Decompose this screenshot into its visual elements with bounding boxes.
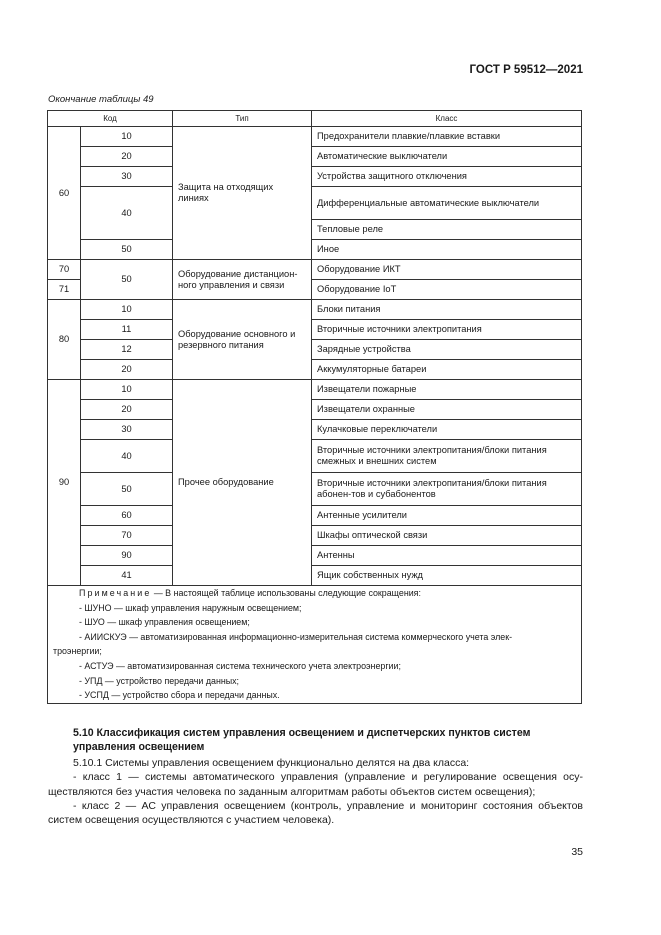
section-body: [48, 756, 583, 827]
table-row: [48, 320, 582, 340]
sub-code: 50: [81, 260, 173, 300]
sub-code: 20: [81, 400, 173, 420]
table-row: [48, 440, 582, 473]
class-cell: Вторичные источники электропитания: [312, 320, 582, 340]
sub-code: 12: [81, 340, 173, 360]
class-cell: Антенны: [312, 546, 582, 566]
table-49: [47, 110, 582, 704]
sub-code: 50: [81, 240, 173, 260]
sub-code: 20: [81, 360, 173, 380]
table-row: [48, 566, 582, 586]
note-item: - ШУНО — шкаф управления наружным освещением;: [79, 602, 302, 613]
group-type: Защита на отходящих линиях: [173, 127, 312, 260]
sub-code: 60: [81, 506, 173, 526]
class-cell: Зарядные устройства: [312, 340, 582, 360]
table-caption: Окончание таблицы 49: [48, 94, 154, 105]
sub-code: 41: [81, 566, 173, 586]
table-row: [48, 260, 582, 280]
note-item: - УПД — устройство передачи данных;: [79, 675, 240, 686]
sub-code: 40: [81, 187, 173, 240]
table-row: [48, 420, 582, 440]
class-cell: Извещатели охранные: [312, 400, 582, 420]
sub-code: 20: [81, 147, 173, 167]
table-row: [48, 167, 582, 187]
class-cell: Оборудование IoT: [312, 280, 582, 300]
page-number: 35: [571, 846, 583, 858]
class-cell: Блоки питания: [312, 300, 582, 320]
sub-code: 70: [81, 526, 173, 546]
class-cell: Ящик собственных нужд: [312, 566, 582, 586]
table-row: [48, 400, 582, 420]
note-label: Примечание: [79, 588, 152, 598]
note-item-continuation: троэнергии;: [53, 646, 102, 657]
table-row: [48, 526, 582, 546]
group-code: 80: [48, 300, 81, 380]
class-cell: Аккумуляторные батареи: [312, 360, 582, 380]
sub-code: 10: [81, 380, 173, 400]
class-cell: Шкафы оптической связи: [312, 526, 582, 546]
note-item: - ШУО — шкаф управления освещением;: [79, 617, 250, 628]
sub-code: 40: [81, 440, 173, 473]
class-cell: Дифференциальные автоматические выключатели: [312, 187, 582, 220]
table-row: [48, 380, 582, 400]
note-item: - АИИСКУЭ — автоматизированная информационно-измерительная система коммерческого учета элек-: [79, 631, 513, 642]
paragraph: - класс 1 — системы автоматического управления (управление и регулирование освещения осу-ществляются без участия человека по заданным алгоритмам работы объектов систем освещения);: [48, 771, 583, 798]
table-row: [48, 340, 582, 360]
group-type: Оборудование основного и резервного питания: [173, 300, 312, 380]
table-row: [48, 506, 582, 526]
sub-code: 30: [81, 167, 173, 187]
note-intro-text: — В настоящей таблице использованы следующие сокращения:: [151, 588, 421, 598]
table-row: [48, 187, 582, 220]
paragraph: 5.10.1 Системы управления освещением функционально делятся на два класса:: [73, 757, 470, 769]
paragraph: - класс 2 — АС управления освещением (контроль, управление и мониторинг состояния объектов систем освещения осуществляются с участием человека).: [48, 799, 583, 827]
table-row: [48, 360, 582, 380]
class-cell: Устройства защитного отключения: [312, 167, 582, 187]
header-type: Тип: [173, 111, 312, 127]
group-code: 70: [48, 260, 81, 280]
table-row: [48, 240, 582, 260]
class-cell: Вторичные источники электропитания/блоки питания смежных и внешних систем: [312, 440, 582, 473]
section-title: 5.10 Классификация систем управления освещением и диспетчерских пунктов систем управления освещением: [73, 727, 531, 753]
class-cell: Автоматические выключатели: [312, 147, 582, 167]
table-row: [48, 546, 582, 566]
class-cell: Предохранители плавкие/плавкие вставки: [312, 127, 582, 147]
table-row: [48, 473, 582, 506]
sub-code: 10: [81, 127, 173, 147]
table-row: [48, 147, 582, 167]
sub-code: 11: [81, 320, 173, 340]
class-cell: Иное: [312, 240, 582, 260]
class-cell: Оборудование ИКТ: [312, 260, 582, 280]
group-code: 71: [48, 280, 81, 300]
table-header-row: [48, 111, 582, 127]
group-code: 90: [48, 380, 81, 586]
sub-code: 30: [81, 420, 173, 440]
header-code: Код: [48, 111, 173, 127]
table-row: [48, 127, 582, 147]
header-class: Класс: [312, 111, 582, 127]
sub-code: 90: [81, 546, 173, 566]
class-cell: Вторичные источники электропитания/блоки питания абонен-тов и субабонентов: [312, 473, 582, 506]
sub-code: 10: [81, 300, 173, 320]
group-type: Оборудование дистанцион-ного управления и связи: [173, 260, 312, 300]
class-cell: Извещатели пожарные: [312, 380, 582, 400]
table-row: [48, 300, 582, 320]
document-code: ГОСТ Р 59512—2021: [469, 64, 583, 76]
table-note: [48, 586, 582, 704]
class-cell: Антенные усилители: [312, 506, 582, 526]
note-intro: [53, 586, 576, 601]
class-cell: Тепловые реле: [312, 220, 582, 240]
class-cell: Кулачковые переключатели: [312, 420, 582, 440]
table-note-row: [48, 586, 582, 704]
group-code: 60: [48, 127, 81, 260]
note-item: - УСПД — устройство сбора и передачи данных.: [79, 690, 280, 701]
note-item: - АСТУЭ — автоматизированная система технического учета электроэнергии;: [79, 660, 401, 671]
sub-code: 50: [81, 473, 173, 506]
group-type: Прочее оборудование: [173, 380, 312, 586]
